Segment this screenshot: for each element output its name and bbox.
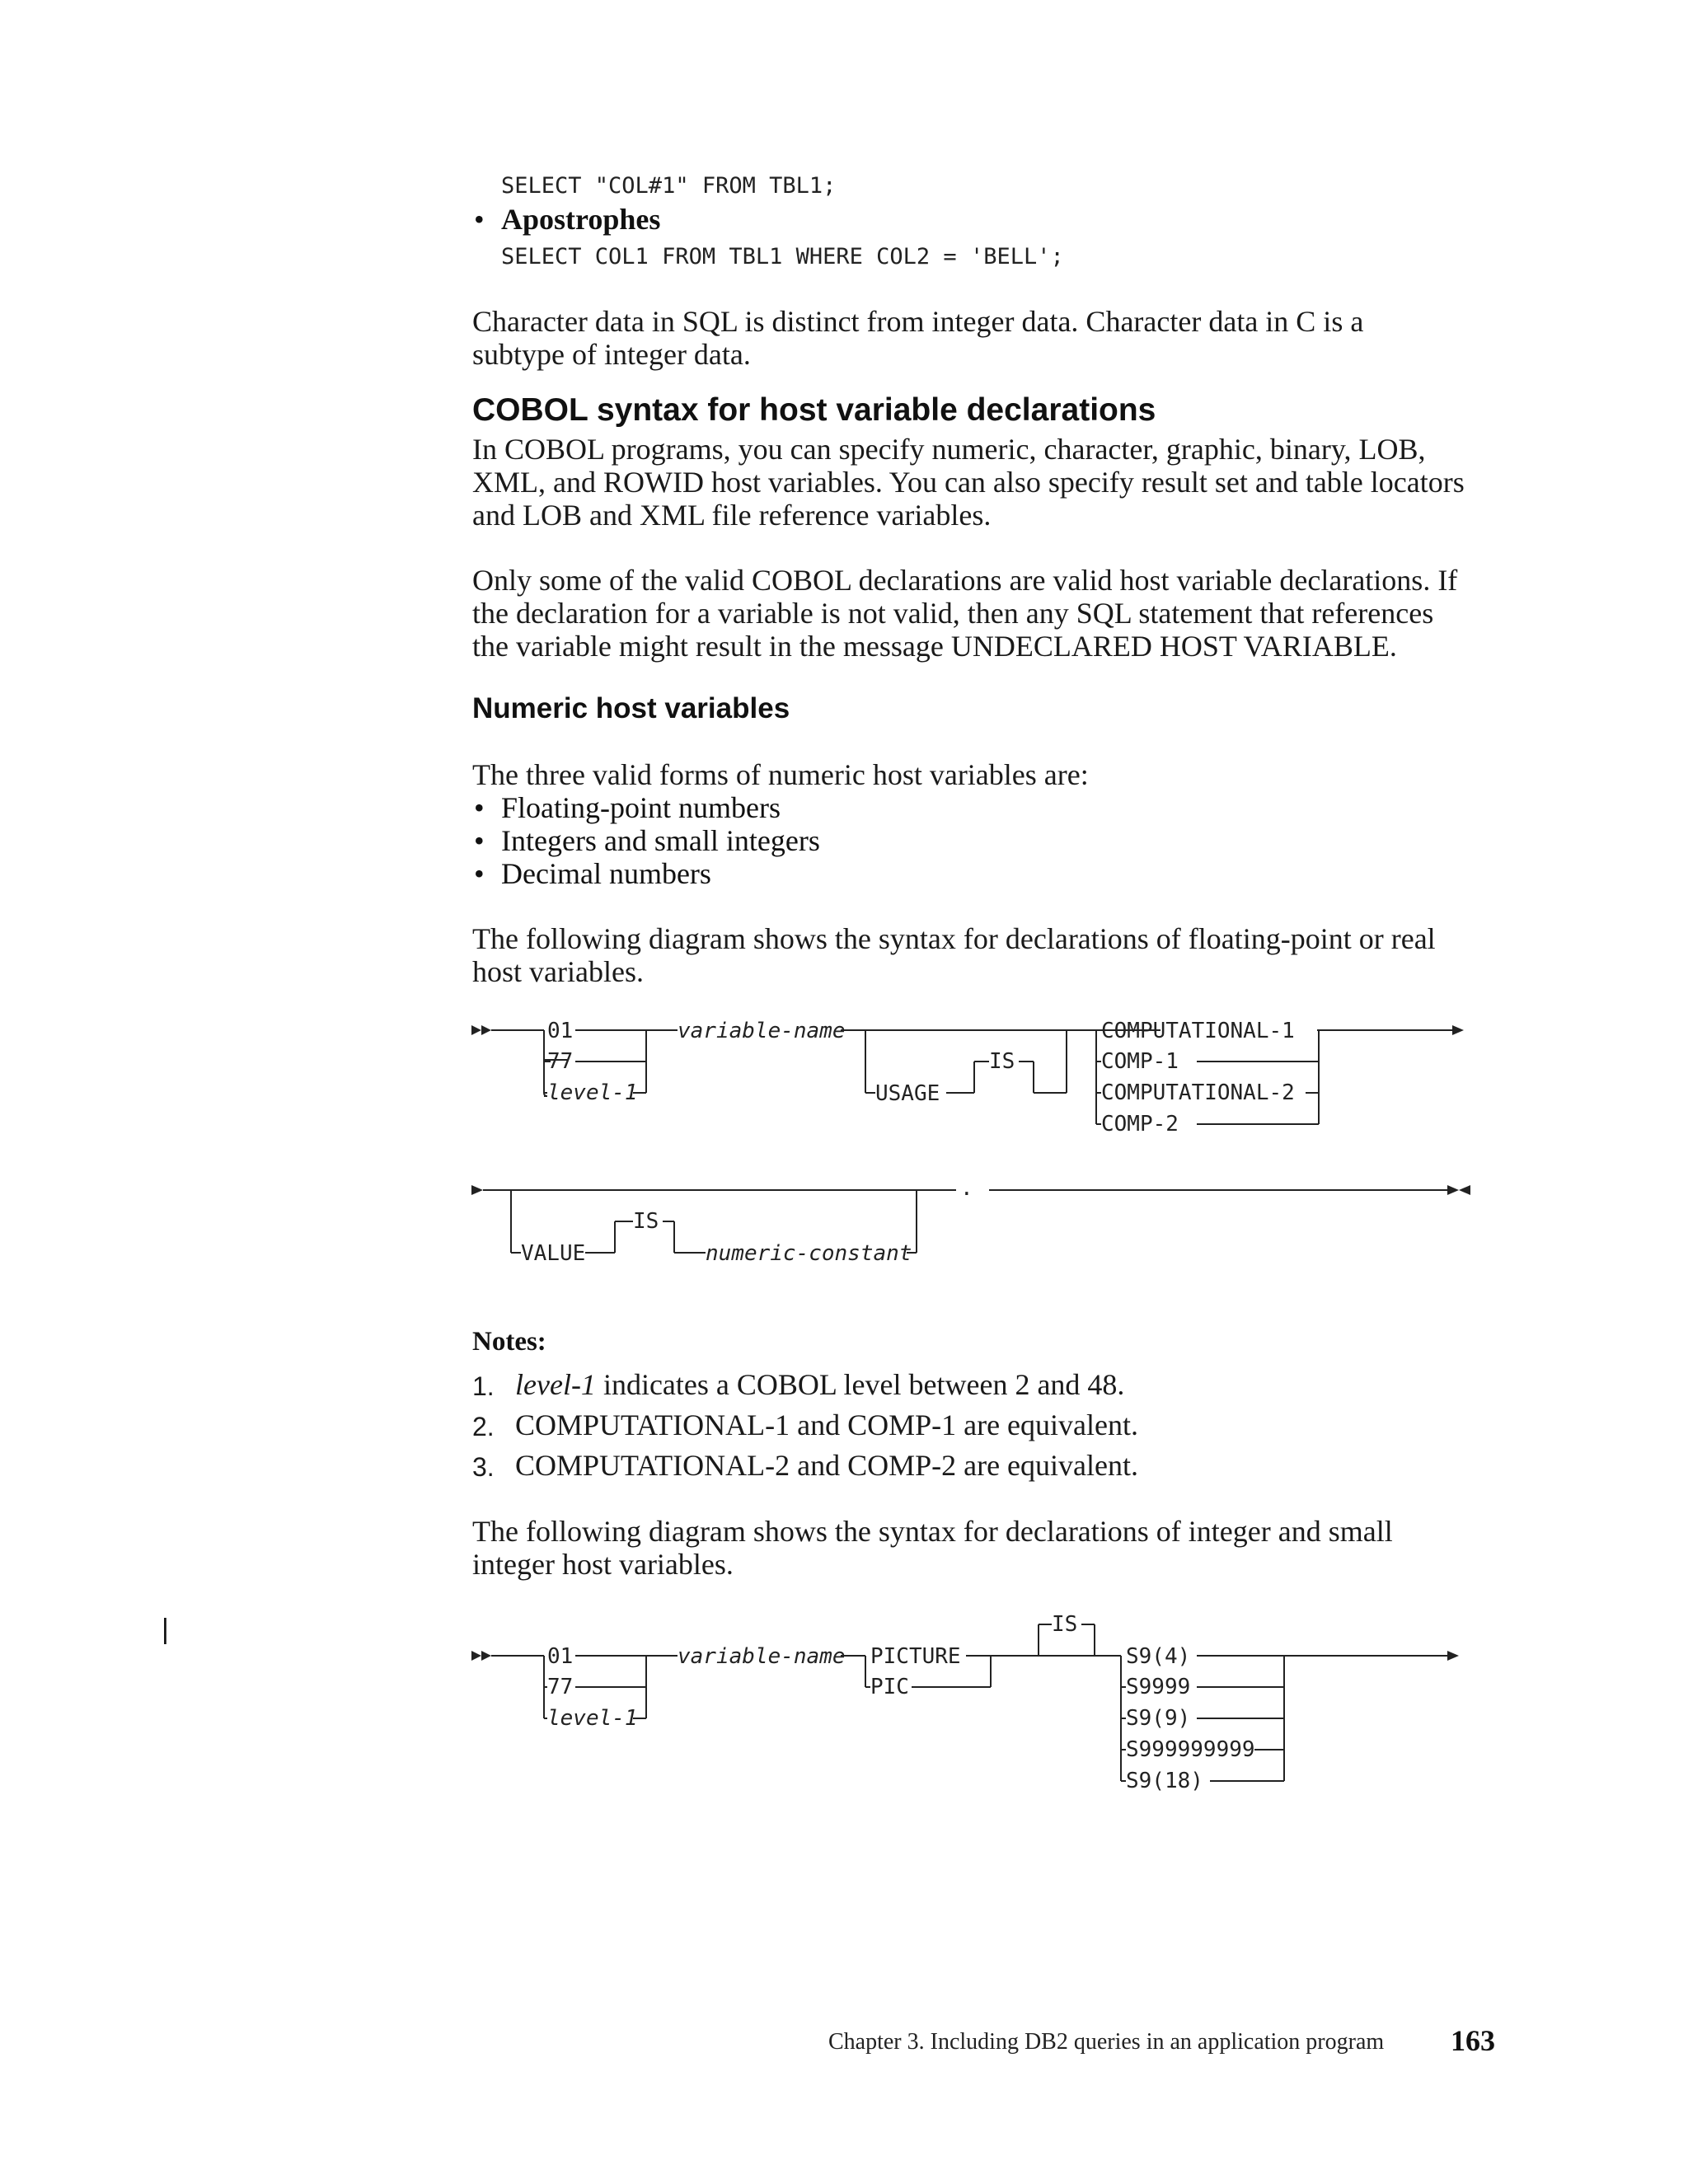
para-cobol-line2: XML, and ROWID host variables. You can also specify result set and table locators — [472, 466, 1465, 499]
type-computational-2: COMPUTATIONAL-2 — [1101, 1080, 1295, 1105]
start-arrow-icon — [471, 1651, 481, 1661]
para-cobol-line3: and LOB and XML file reference variables. — [472, 499, 992, 532]
code-select-col1: SELECT "COL#1" FROM TBL1; — [501, 173, 837, 199]
note-text: COMPUTATIONAL-1 and COMP-1 are equivalent. — [515, 1408, 1138, 1441]
note-number: 3. — [472, 1452, 495, 1482]
notes-heading: Notes: — [472, 1327, 546, 1357]
code-select-where: SELECT COL1 FROM TBL1 WHERE COL2 = 'BELL'; — [501, 244, 1064, 269]
continue-arrow-icon — [1447, 1651, 1459, 1661]
end-arrow-icon — [1459, 1185, 1470, 1195]
list-item-label: Integers and small integers — [501, 824, 820, 857]
heading-numeric-host-variables: Numeric host variables — [472, 692, 790, 724]
note-number: 1. — [472, 1371, 495, 1401]
list-item-label: Floating-point numbers — [501, 791, 781, 824]
para-int-diagram-line2: integer host variables. — [472, 1548, 734, 1581]
variable-name: variable-name — [678, 1019, 846, 1043]
note-text: indicates a COBOL level between 2 and 48. — [595, 1368, 1125, 1401]
end-arrow-icon — [1447, 1185, 1459, 1195]
bullet-dot: • — [474, 203, 485, 236]
start-arrow-icon — [481, 1651, 491, 1661]
pic-s999999999: S999999999 — [1126, 1737, 1255, 1762]
type-computational-1: COMPUTATIONAL-1 — [1101, 1019, 1295, 1043]
level-1: level-1 — [547, 1080, 638, 1105]
pic-keyword: PIC — [870, 1675, 909, 1699]
numeric-constant: numeric-constant — [706, 1241, 912, 1266]
heading-cobol-syntax: COBOL syntax for host variable declarations — [472, 392, 1156, 428]
bullet-dot: • — [474, 857, 485, 890]
para-float-diagram-line1: The following diagram shows the syntax for declarations of floating-point or real — [472, 922, 1436, 955]
pic-s9-4: S9(4) — [1126, 1644, 1191, 1669]
para-valid-line3: the variable might result in the message UNDECLARED HOST VARIABLE. — [472, 630, 1397, 663]
usage-keyword: USAGE — [875, 1081, 940, 1106]
pic-s9-9: S9(9) — [1126, 1706, 1191, 1731]
start-arrow-icon — [471, 1025, 481, 1035]
period-terminator: . — [960, 1176, 973, 1201]
level-77: 77 — [547, 1049, 574, 1074]
para-character-data-line1: Character data in SQL is distinct from integer data. Character data in C is a — [472, 305, 1364, 338]
note-number: 2. — [472, 1412, 495, 1441]
note-italic-term: level-1 — [515, 1368, 596, 1401]
level-1: level-1 — [547, 1706, 638, 1731]
bullet-apostrophes-label: Apostrophes — [501, 203, 661, 236]
is-keyword: IS — [989, 1049, 1015, 1074]
bullet-apostrophes — [474, 203, 661, 236]
bullet-dot: • — [474, 824, 485, 857]
note-item — [472, 1408, 1138, 1441]
para-cobol-line1: In COBOL programs, you can specify numeric, character, graphic, binary, LOB, — [472, 433, 1426, 466]
list-item — [474, 791, 781, 824]
pic-s9-18: S9(18) — [1126, 1769, 1203, 1793]
list-item — [474, 824, 820, 857]
type-comp-2: COMP-2 — [1101, 1112, 1179, 1137]
para-forms: The three valid forms of numeric host variables are: — [472, 758, 1089, 791]
note-item — [472, 1449, 1138, 1482]
footer-chapter-title: Chapter 3. Including DB2 queries in an application program — [828, 2029, 1385, 2055]
bullet-dot: • — [474, 791, 485, 824]
level-01: 01 — [547, 1644, 574, 1669]
syntax-diagram-integer — [462, 1611, 1500, 1793]
para-valid-line2: the declaration for a variable is not valid, then any SQL statement that references — [472, 597, 1434, 630]
para-character-data-line2: subtype of integer data. — [472, 338, 751, 371]
start-arrow-icon — [481, 1025, 491, 1035]
level-77: 77 — [547, 1675, 574, 1699]
para-float-diagram-line2: host variables. — [472, 955, 644, 988]
syntax-diagram-floating-point — [462, 1014, 1500, 1294]
picture-keyword: PICTURE — [870, 1644, 961, 1669]
continue-arrow-icon — [1452, 1025, 1464, 1035]
para-int-diagram-line1: The following diagram shows the syntax for declarations of integer and small — [472, 1515, 1393, 1548]
page-number: 163 — [1451, 2024, 1495, 2057]
list-item — [474, 857, 711, 890]
is-keyword-value: IS — [633, 1209, 659, 1234]
level-01: 01 — [547, 1019, 574, 1043]
para-valid-line1: Only some of the valid COBOL declarations are valid host variable declarations. If — [472, 564, 1458, 597]
list-item-label: Decimal numbers — [501, 857, 711, 890]
is-keyword: IS — [1052, 1612, 1078, 1637]
type-comp-1: COMP-1 — [1101, 1049, 1179, 1074]
pic-s9999: S9999 — [1126, 1675, 1191, 1699]
change-bar: | — [162, 1614, 169, 1645]
value-keyword: VALUE — [521, 1241, 586, 1266]
note-item — [472, 1368, 1125, 1401]
continuation-arrow-icon — [471, 1185, 483, 1195]
note-text: COMPUTATIONAL-2 and COMP-2 are equivalent. — [515, 1449, 1138, 1482]
variable-name: variable-name — [678, 1644, 846, 1669]
